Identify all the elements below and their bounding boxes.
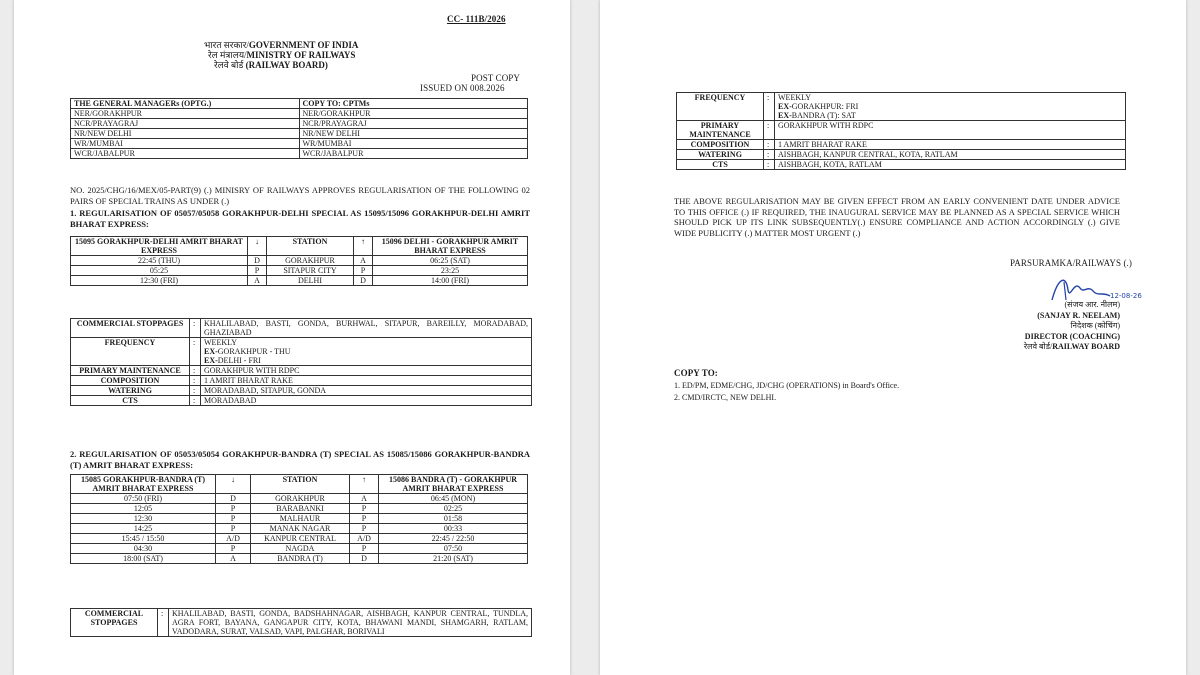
info-row-watering: WATERING : AISHBAGH, KANPUR CENTRAL, KOTA, RATLAM <box>677 150 1126 160</box>
addressee-row <box>71 119 528 129</box>
timing-down: 14:25 <box>71 524 216 534</box>
code-up: A <box>354 256 373 266</box>
timing-down: 15:45 / 15:50 <box>71 534 216 544</box>
code-down: A <box>216 554 251 564</box>
t1-header-left: 15095 GORAKHPUR-DELHI AMRIT BHARAT EXPRESS <box>71 237 248 256</box>
info-table-3 <box>676 92 1126 170</box>
timing-up: 06:25 (SAT) <box>373 256 528 266</box>
code-up: A <box>350 494 379 504</box>
addressee-header-left: THE GENERAL MANAGERs (OPTG.) <box>71 99 300 109</box>
station-name: GORAKHPUR <box>267 256 354 266</box>
down-arrow-icon: ↓ <box>216 475 251 494</box>
code-up: P <box>350 514 379 524</box>
addressee-table <box>70 98 528 159</box>
timetable-row <box>71 276 528 286</box>
letterhead-line-2: रेल मंत्रालय/MINISTRY OF RAILWAYS <box>208 50 356 60</box>
code-down: P <box>216 514 251 524</box>
code-down: A/D <box>216 534 251 544</box>
document-page-1 <box>14 0 570 675</box>
timing-down: 07:50 (FRI) <box>71 494 216 504</box>
closing-paragraph: THE ABOVE REGULARISATION MAY BE GIVEN EFFECT FROM AN EARLY CONVENIENT DATE UNDER ADVICE TO THIS OFFICE (.) IF REQUIRED, THE INAUGURAL SERVICE MAY BE PLANNED AS A SPECIAL SERVICE WHICH SHOULD PICK UP ITS LINK SUBSEQUENTLY(.) ENSURE COMPLIANCE AND ACTION ACCORDINGLY (.) GIVE WIDE PUBLICITY (.) MATTER MOST URGENT (.) <box>674 196 1120 238</box>
station-name: NAGDA <box>251 544 350 554</box>
addressee-gm: NR/NEW DELHI <box>71 129 300 139</box>
timing-up: 00:33 <box>379 524 528 534</box>
addressee-gm: NER/GORAKHPUR <box>71 109 300 119</box>
timing-down: 12:30 <box>71 514 216 524</box>
timetable-row <box>71 554 528 564</box>
signatory-block <box>1000 300 1120 353</box>
addressee-cptm: NR/NEW DELHI <box>299 129 528 139</box>
timing-up: 07:50 <box>379 544 528 554</box>
info-row-stoppages: COMMERCIAL STOPPAGES : KHALILABAD, BASTI, GONDA, BURHWAL, SITAPUR, BAREILLY, MORADABAD, GHAZIABAD <box>71 319 532 338</box>
code-down: P <box>216 524 251 534</box>
intro-paragraph: NO. 2025/CHG/16/MEX/05-PART(9) (.) MINISRY OF RAILWAYS APPROVES REGULARISATION OF THE FOLLOWING 02 PAIRS OF SPECIAL TRAINS AS UNDER (.) <box>70 185 530 206</box>
timing-down: 04:30 <box>71 544 216 554</box>
t2-header-station: STATION <box>251 475 350 494</box>
code-up: P <box>350 524 379 534</box>
timing-down: 18:00 (SAT) <box>71 554 216 564</box>
info-row-composition: COMPOSITION : 1 AMRIT BHARAT RAKE <box>71 376 532 386</box>
t1-header-station: STATION <box>267 237 354 256</box>
station-name: KANPUR CENTRAL <box>251 534 350 544</box>
addressee-row <box>71 129 528 139</box>
signatory-designation: DIRECTOR (COACHING) <box>1024 331 1120 341</box>
document-page-2 <box>600 0 1186 675</box>
telegraphic-address: PARSURAMKA/RAILWAYS (.) <box>1010 258 1132 268</box>
code-down: D <box>248 256 267 266</box>
info-row-maintenance: PRIMARY MAINTENANCE : GORAKHPUR WITH RDPC <box>677 121 1126 140</box>
timetable-1 <box>70 236 528 286</box>
timing-up: 21:20 (SAT) <box>379 554 528 564</box>
info-row-cts: CTS : MORADABAD <box>71 396 532 406</box>
signatory-name-hi: (संजय आर. नीलम) <box>1064 300 1120 309</box>
code-down: A <box>248 276 267 286</box>
t2-header-right: 15086 BANDRA (T) - GORAKHPUR AMRIT BHARAT EXPRESS <box>379 475 528 494</box>
timetable-2 <box>70 474 528 564</box>
post-copy-label: POST COPY <box>471 73 521 83</box>
station-name: MALHAUR <box>251 514 350 524</box>
timing-up: 22:45 / 22:50 <box>379 534 528 544</box>
code-down: P <box>248 266 267 276</box>
code-down: D <box>216 494 251 504</box>
info-row-composition: COMPOSITION : 1 AMRIT BHARAT RAKE <box>677 140 1126 150</box>
signatory-designation-hi: निदेशक (कोचिंग) <box>1070 321 1120 330</box>
timing-down: 12:05 <box>71 504 216 514</box>
station-name: SITAPUR CITY <box>267 266 354 276</box>
addressee-cptm: WR/MUMBAI <box>299 139 528 149</box>
timing-up: 01:58 <box>379 514 528 524</box>
letterhead-line-1: भारत सरकार/GOVERNMENT OF INDIA <box>204 40 359 50</box>
timetable-row <box>71 524 528 534</box>
addressee-gm: NCR/PRAYAGRAJ <box>71 119 300 129</box>
copy-to-item: 1. ED/PM, EDME/CHG, JD/CHG (OPERATIONS) in Board's Office. <box>674 381 900 390</box>
addressee-gm: WR/MUMBAI <box>71 139 300 149</box>
timetable-row <box>71 514 528 524</box>
reference-number: CC- 111B/2026 <box>447 14 506 24</box>
up-arrow-icon: ↑ <box>354 237 373 256</box>
addressee-row <box>71 139 528 149</box>
letterhead-line-3: रेलवे बोर्ड (RAILWAY BOARD) <box>214 60 328 70</box>
letterhead <box>204 40 358 70</box>
timing-up: 02:25 <box>379 504 528 514</box>
code-up: P <box>350 544 379 554</box>
timing-down: 22:45 (THU) <box>71 256 248 266</box>
code-up: P <box>350 504 379 514</box>
copy-to-list <box>674 380 899 404</box>
code-up: D <box>350 554 379 564</box>
info-row-stoppages: COMMERCIAL STOPPAGES : KHALILABAD, BASTI, GONDA, BADSHAHNAGAR, AISHBAGH, KANPUR CENTRAL, TUNDLA, AGRA FORT, BAYANA, GANGAPUR CITY, KOTA, BHAWANI MANDI, SHAMGARH, RATLAM, VADODARA, SURAT, VALSAD, VAPI, PALGHAR, BORIVALI <box>71 609 532 637</box>
copy-to-item: 2. CMD/IRCTC, NEW DELHI. <box>674 393 777 402</box>
info-row-frequency: FREQUENCY : WEEKLY EX-GORAKHPUR - THU EX-DELHI - FRI <box>71 338 532 366</box>
timing-up: 14:00 (FRI) <box>373 276 528 286</box>
signatory-name: (SANJAY R. NEELAM) <box>1037 310 1120 320</box>
info-row-cts: CTS : AISHBAGH, KOTA, RATLAM <box>677 160 1126 170</box>
t1-header-right: 15096 DELHI - GORAKHPUR AMRIT BHARAT EXPRESS <box>373 237 528 256</box>
station-name: DELHI <box>267 276 354 286</box>
timetable-row <box>71 256 528 266</box>
timing-up: 23:25 <box>373 266 528 276</box>
timetable-row <box>71 266 528 276</box>
signatory-office: रेलवे बोर्ड/RAILWAY BOARD <box>1023 342 1120 351</box>
addressee-cptm: NCR/PRAYAGRAJ <box>299 119 528 129</box>
down-arrow-icon: ↓ <box>248 237 267 256</box>
timing-down: 05:25 <box>71 266 248 276</box>
timing-up: 06:45 (MON) <box>379 494 528 504</box>
code-up: P <box>354 266 373 276</box>
up-arrow-icon: ↑ <box>350 475 379 494</box>
copy-to-heading: COPY TO: <box>674 368 718 378</box>
timing-down: 12:30 (FRI) <box>71 276 248 286</box>
signature-date: 12-08-26 <box>1110 292 1142 300</box>
addressee-row <box>71 109 528 119</box>
info-table-1 <box>70 318 532 406</box>
station-name: BANDRA (T) <box>251 554 350 564</box>
section-1-title: 1. REGULARISATION OF 05057/05058 GORAKHPUR-DELHI SPECIAL AS 15095/15096 GORAKHPUR-DELHI AMRIT BHARAT EXPRESS: <box>70 208 530 229</box>
t2-header-left: 15085 GORAKHPUR-BANDRA (T) AMRIT BHARAT EXPRESS <box>71 475 216 494</box>
info-table-2 <box>70 608 532 637</box>
timetable-row <box>71 544 528 554</box>
addressee-header-right: COPY TO: CPTMs <box>299 99 528 109</box>
code-down: P <box>216 544 251 554</box>
code-down: P <box>216 504 251 514</box>
code-up: D <box>354 276 373 286</box>
timetable-row <box>71 534 528 544</box>
issued-on: ISSUED ON 008.2026 <box>420 83 505 93</box>
info-row-frequency: FREQUENCY : WEEKLY EX-GORAKHPUR: FRI EX-BANDRA (T): SAT <box>677 93 1126 121</box>
code-up: A/D <box>350 534 379 544</box>
info-row-watering: WATERING : MORADABAD, SITAPUR, GONDA <box>71 386 532 396</box>
station-name: BARABANKI <box>251 504 350 514</box>
station-name: MANAK NAGAR <box>251 524 350 534</box>
addressee-cptm: NER/GORAKHPUR <box>299 109 528 119</box>
addressee-cptm: WCR/JABALPUR <box>299 149 528 159</box>
info-row-maintenance: PRIMARY MAINTENANCE : GORAKHPUR WITH RDPC <box>71 366 532 376</box>
timetable-row <box>71 494 528 504</box>
timetable-row <box>71 504 528 514</box>
addressee-gm: WCR/JABALPUR <box>71 149 300 159</box>
section-2-title: 2. REGULARISATION OF 05053/05054 GORAKHPUR-BANDRA (T) SPECIAL AS 15085/15086 GORAKHPUR-BANDRA (T) AMRIT BHARAT EXPRESS: <box>70 449 530 470</box>
addressee-row <box>71 149 528 159</box>
station-name: GORAKHPUR <box>251 494 350 504</box>
